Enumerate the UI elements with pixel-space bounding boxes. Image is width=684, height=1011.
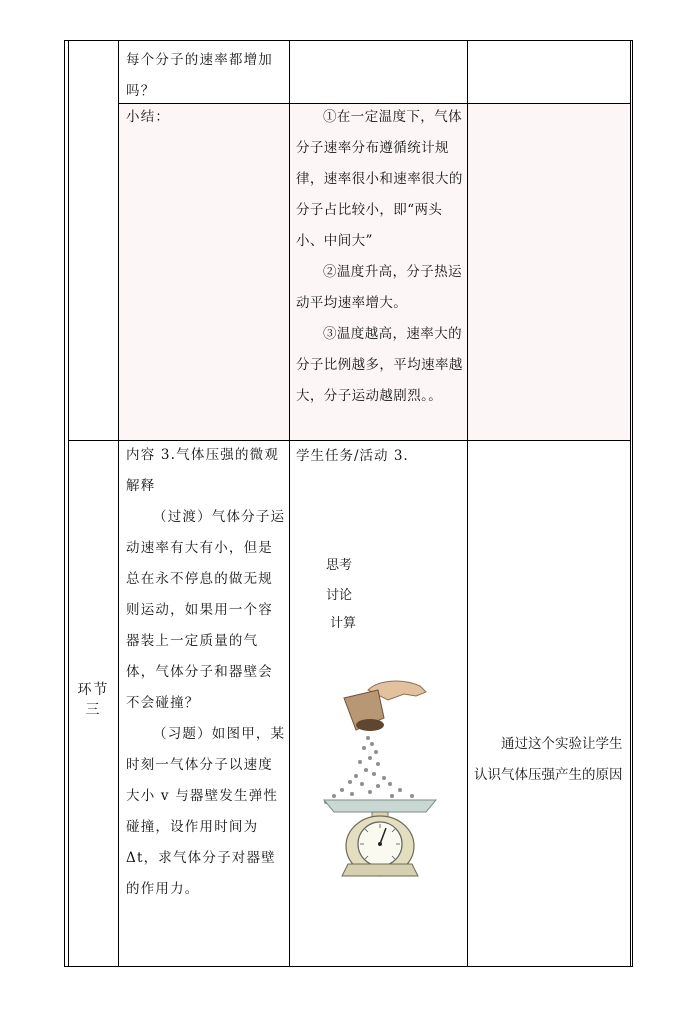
table-border-top [64, 40, 633, 41]
purpose-text: 通过这个实验让学生认识气体压强产生的原因 [474, 736, 623, 783]
summary-point-1: ①在一定温度下，气体分子速率分布遵循统计规律，速率很小和速率很大的分子占比较小，即“两头小、中间大” [296, 109, 463, 249]
stage-label-cell [69, 680, 118, 720]
purpose-cell [474, 729, 626, 791]
table-border-right [630, 40, 631, 967]
activity-discuss: 讨论 [326, 588, 353, 603]
lesson-table [64, 40, 633, 967]
summary-points-cell [296, 102, 464, 412]
row3-content-cell [126, 440, 286, 905]
beans-on-scale-illustration [316, 678, 446, 878]
activity-calc: 计算 [330, 616, 357, 631]
stage-label: 环节三 [77, 682, 110, 718]
table-border-left [64, 40, 65, 967]
transition-text: （过渡）气体分子运动速率有大有小，但是总在永不停息的做无规则运动，如果用一个容器装上一定质量的气体，气体分子和器壁会不会碰撞？ [126, 509, 286, 711]
table-border-right-outer [632, 40, 633, 967]
task-title: 学生任务/活动 3. [296, 448, 409, 464]
summary-point-3: ③温度越高，速率大的分子比例越多，平均速率越大，分子运动越剧烈。。 [296, 326, 463, 404]
task-cell [296, 444, 464, 631]
summary-point-2: ②温度升高，分子热运动平均速率增大。 [296, 264, 462, 311]
table-border-col3 [467, 40, 468, 967]
activity-think: 思考 [326, 558, 353, 573]
table-border-left-inner [68, 40, 69, 967]
table-border-bottom [64, 966, 633, 967]
summary-label: 小结： [126, 109, 171, 125]
row1-content-text: 每个分子的速率都增加吗？ [126, 52, 273, 99]
table-border-col2 [289, 40, 290, 967]
row1-content-cell [126, 45, 286, 107]
content-title: 内容 3.气体压强的微观解释 [126, 447, 280, 494]
summary-label-cell [126, 102, 286, 133]
table-border-col1 [118, 40, 119, 967]
exercise-text: （习题）如图甲，某时刻一气体分子以速度大小 v 与器壁发生弹性碰撞，设作用时间为Δt，求气体分子对器壁的作用力。 [126, 726, 286, 897]
